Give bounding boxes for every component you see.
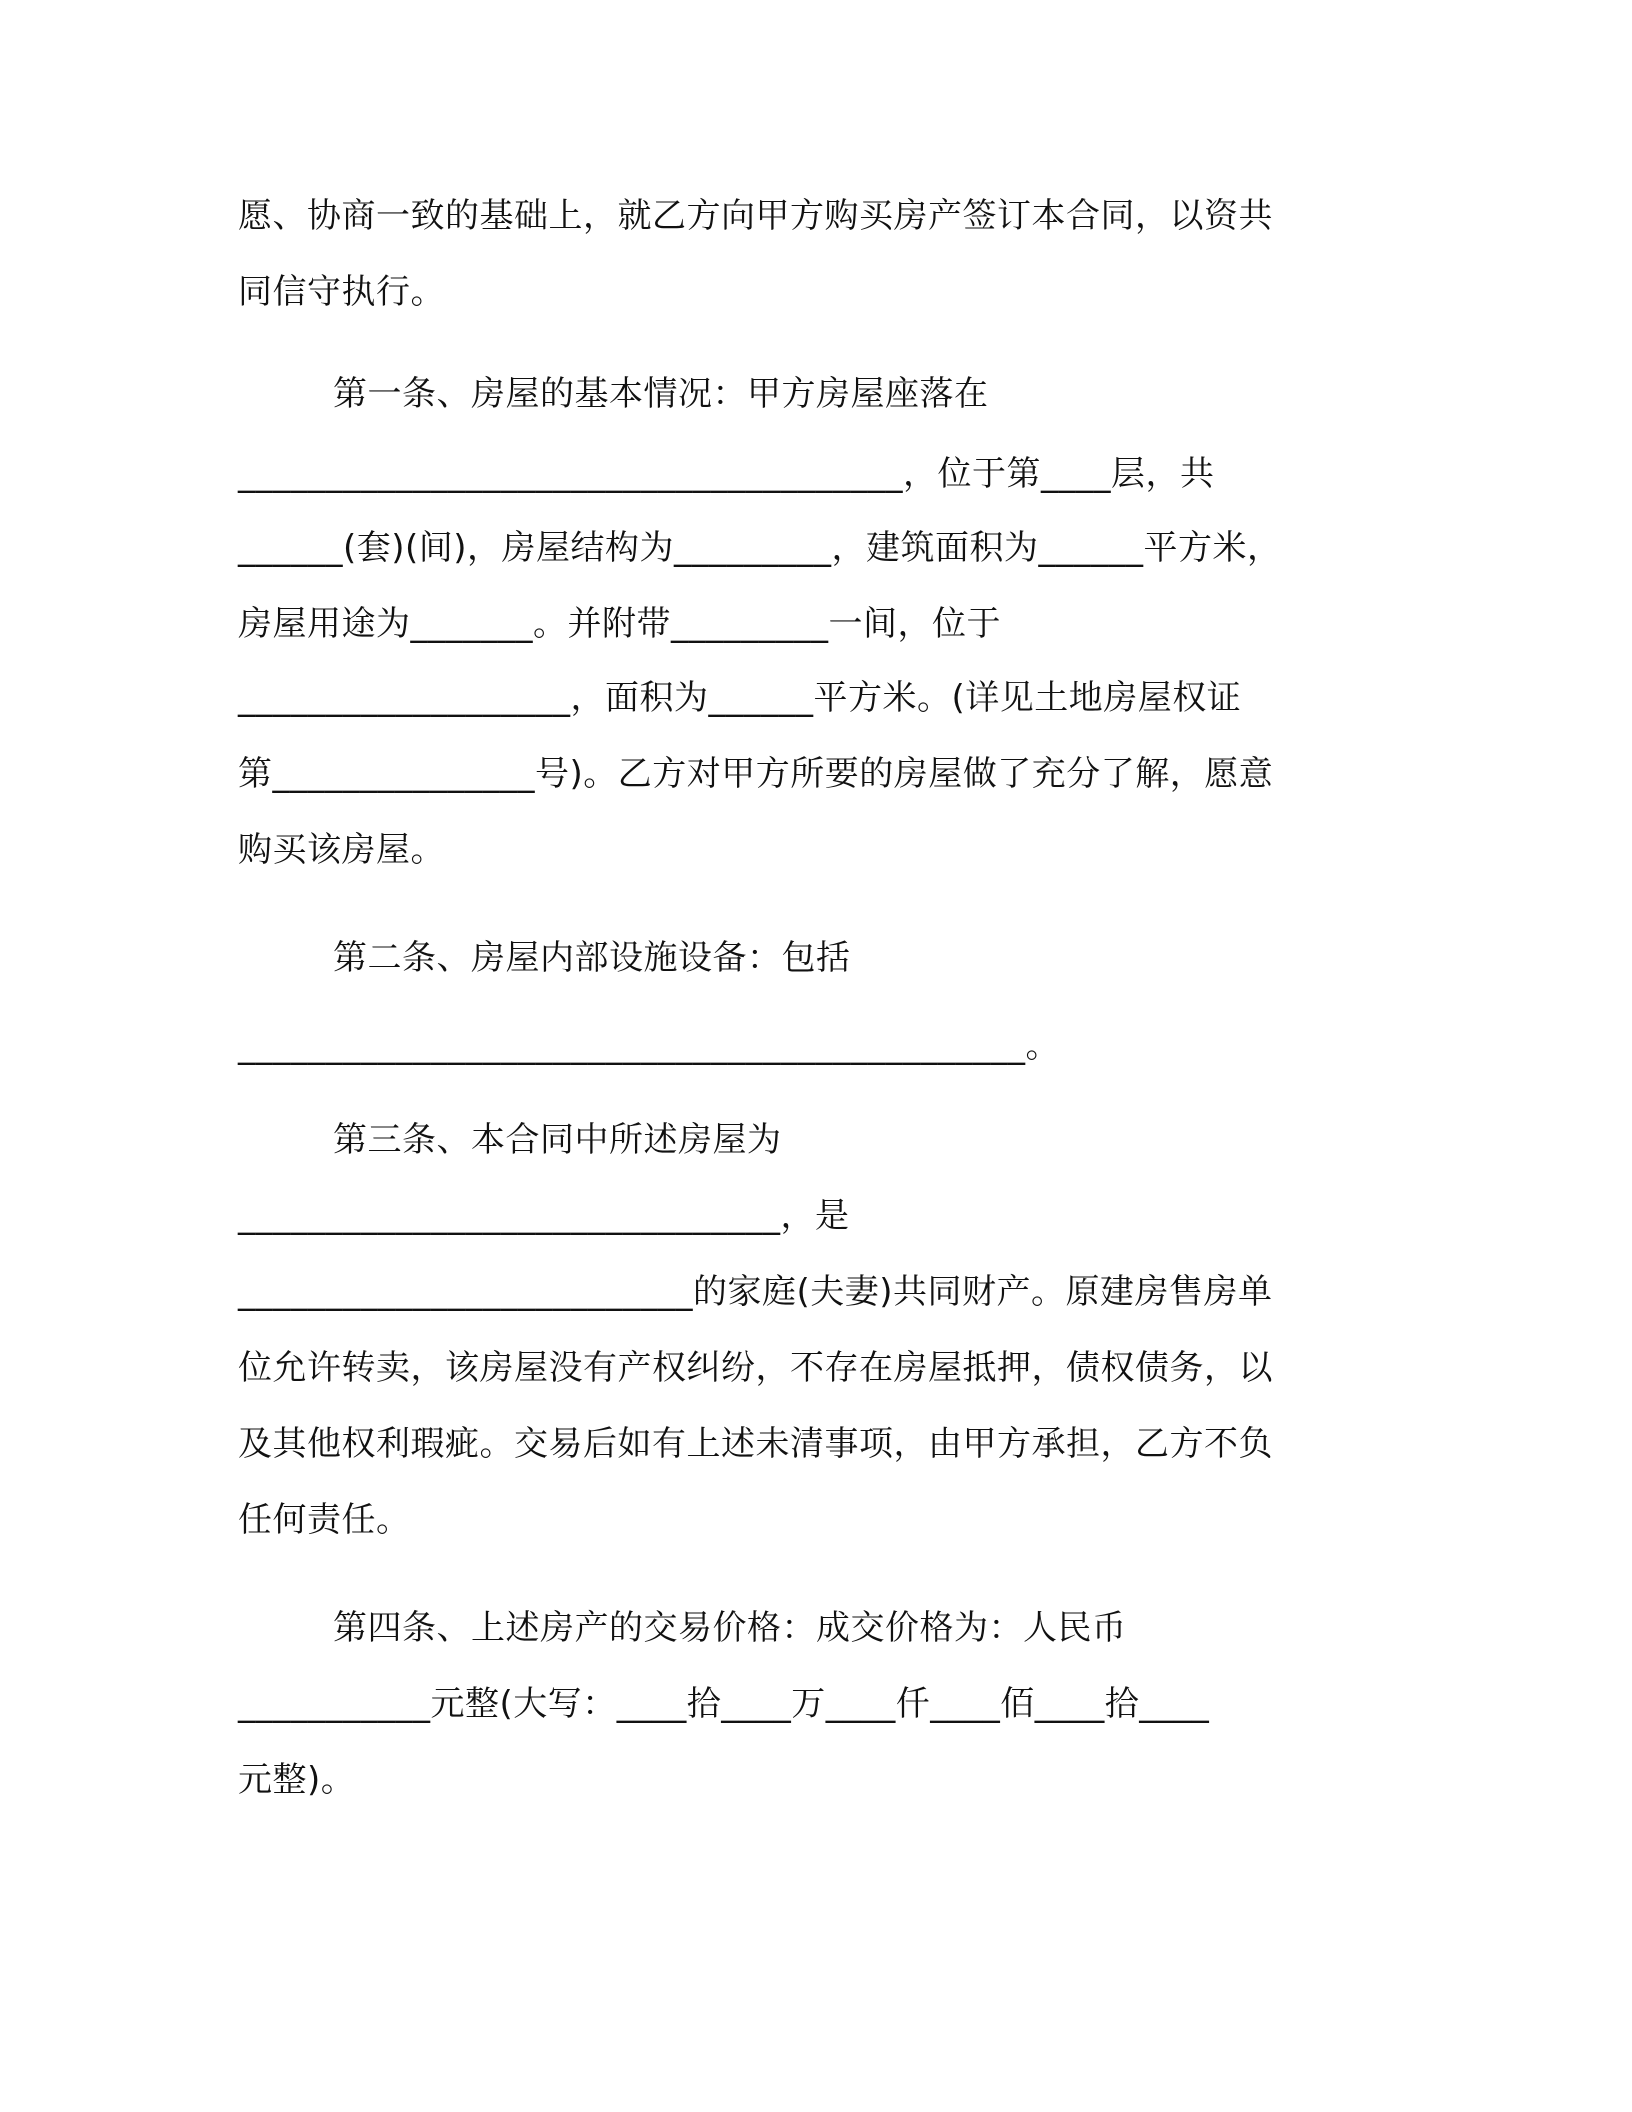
paragraph-line: 房屋用途为_______。并附带_________一间，位于 xyxy=(238,604,1001,644)
paragraph-line: ______(套)(间)，房屋结构为_________，建筑面积为______平方米， xyxy=(238,528,1282,568)
paragraph-line: _____________________________________________。 xyxy=(238,1026,1060,1066)
paragraph-line: 位允许转卖，该房屋没有产权纠纷，不存在房屋抵押，债权债务，以 xyxy=(238,1348,1273,1388)
paragraph-line: 第_______________号)。乙方对甲方所要的房屋做了充分了解，愿意 xyxy=(238,754,1274,794)
paragraph-line: 任何责任。 xyxy=(238,1500,411,1540)
article-2-heading: 第二条、房屋内部设施设备：包括 xyxy=(333,938,851,978)
paragraph-line: 同信守执行。 xyxy=(238,272,445,312)
paragraph-line: 购买该房屋。 xyxy=(238,830,445,870)
paragraph-line: _______________________________，是 xyxy=(238,1196,850,1236)
article-4-heading: 第四条、上述房产的交易价格：成交价格为：人民币 xyxy=(333,1608,1127,1648)
article-3-heading: 第三条、本合同中所述房屋为 xyxy=(333,1120,782,1160)
paragraph-line: ___________________，面积为______平方米。(详见土地房屋权证 xyxy=(238,678,1242,718)
paragraph-line: 及其他权利瑕疵。交易后如有上述未清事项，由甲方承担，乙方不负 xyxy=(238,1424,1273,1464)
paragraph-line: ___________元整(大写：____拾____万____仟____佰____拾____ xyxy=(238,1684,1210,1724)
paragraph-line: __________________________的家庭(夫妻)共同财产。原建房售房单 xyxy=(238,1272,1273,1312)
paragraph-line: ______________________________________，位于第____层，共 xyxy=(238,454,1215,494)
article-1-heading: 第一条、房屋的基本情况：甲方房屋座落在 xyxy=(333,374,989,414)
paragraph-line: 愿、协商一致的基础上，就乙方向甲方购买房产签订本合同，以资共 xyxy=(238,196,1273,236)
paragraph-line: 元整)。 xyxy=(238,1760,356,1800)
